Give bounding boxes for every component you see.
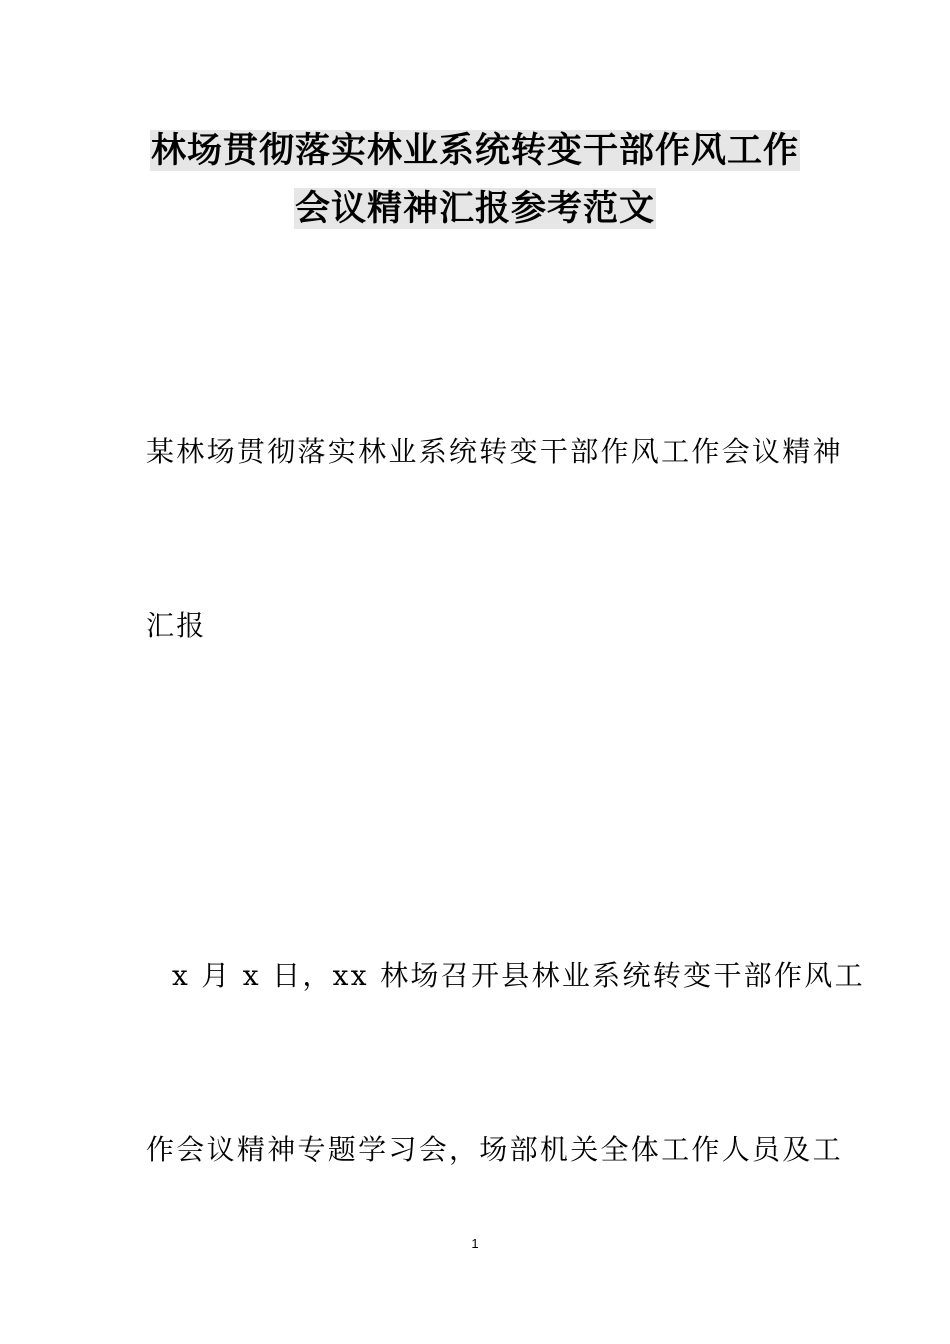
- document-title-line-1: [0, 128, 950, 174]
- body-text-line-1: 某林场贯彻落实林业系统转变干部作风工作会议精神: [146, 435, 843, 468]
- page-number: 1: [471, 1236, 479, 1251]
- body-text-line-4: 作会议精神专题学习会，场部机关全体工作人员及工: [146, 1133, 843, 1166]
- body-text-line-2: 汇报: [146, 609, 207, 642]
- body-text-line-3: x 月 x 日，xx 林场召开县林业系统转变干部作风工: [172, 959, 865, 992]
- title-text-1: 林场贯彻落实林业系统转变干部作风工作: [150, 130, 799, 171]
- document-title-line-2: [0, 186, 950, 232]
- title-text-2: 会议精神汇报参考范文: [294, 188, 655, 229]
